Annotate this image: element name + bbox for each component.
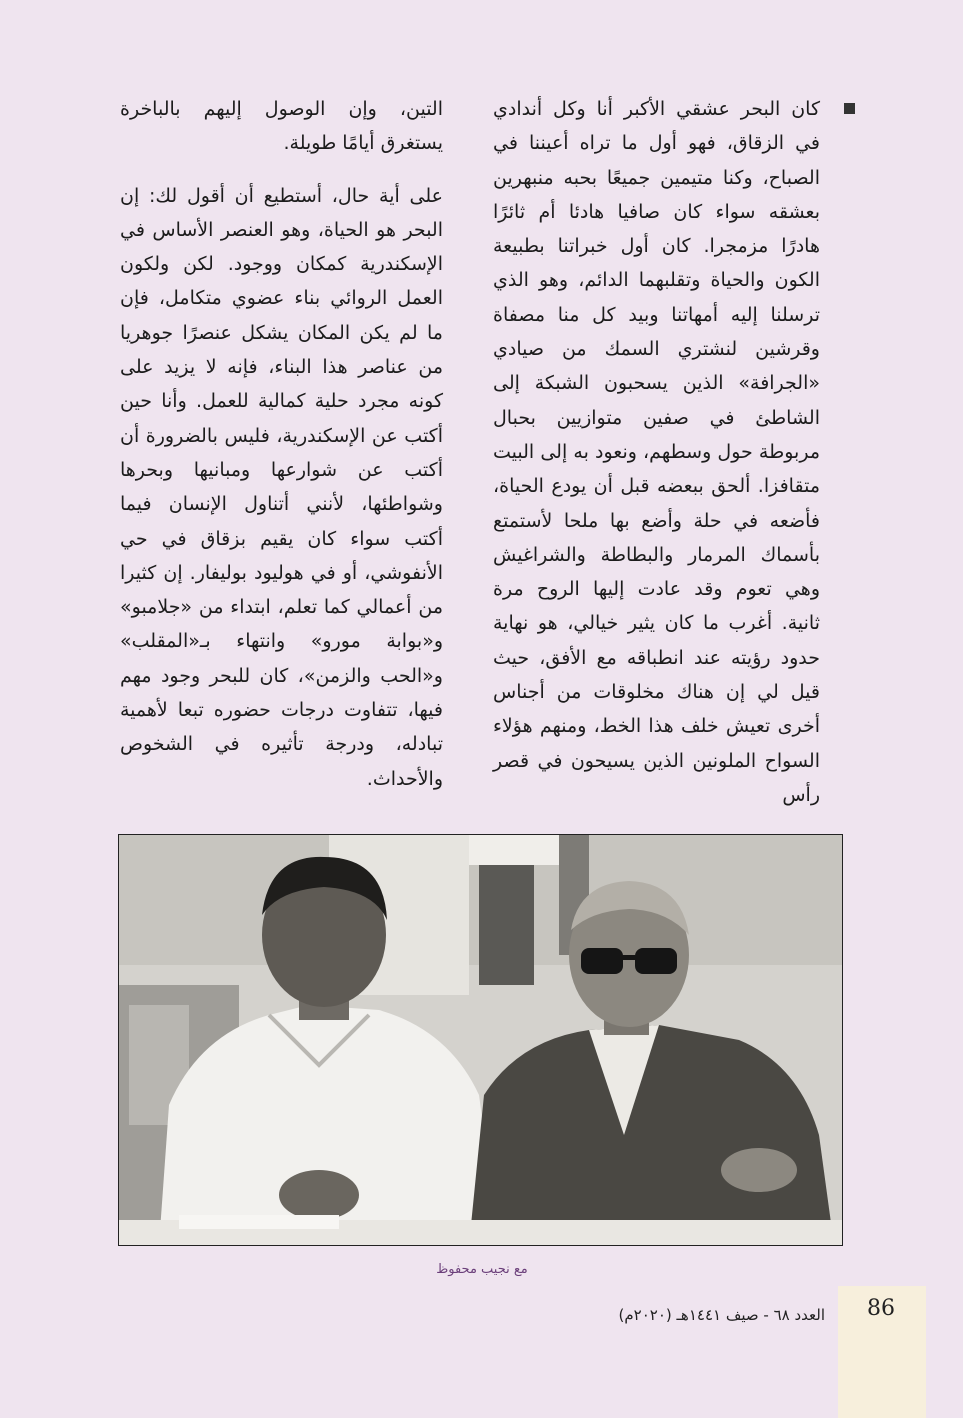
article-column-right xyxy=(493,92,820,812)
photo-caption: مع نجيب محفوظ xyxy=(436,1262,528,1277)
issue-info: العدد ٦٨ - صيف ١٤٤١هـ (٢٠٢٠م) xyxy=(618,1306,825,1324)
article-paragraph: على أية حال، أستطيع أن أقول لك: إن البحر هو الحياة، وهو العنصر الأساس في الإسكندرية كمكان ووجود. لكن ولكون العمل الروائي بناء عضوي متكامل، فإن ما لم يكن المكان يشكل عنصرًا جوهريا من عناصر هذا البناء، فإنه لا يزيد على كونه مجرد حلية كمالية للعمل. وأنا حين أكتب عن الإسكندرية، فليس بالضرورة أن أكتب عن شوارعها ومبانيها وبحرها وشواطئها، لأنني أتناول الإنسان فيما أكتب سواء كان يقيم بزقاق في حي الأنفوشي، أو في هوليود بوليفار. إن كثيرا من أعمالي كما تعلم، ابتداء من «جلامبو» و«بوابة مورو» وانتهاء بـ«المقلب» و«الحب والزمن»، كان للبحر وجود مهم فيها، تتفاوت درجات حضوره تبعا لأهمية تبادله، ودرجة تأثيره في الشخوص والأحداث. xyxy=(120,184,443,790)
article-column-left xyxy=(120,92,443,796)
page-number: 86 xyxy=(867,1296,895,1321)
article-photo xyxy=(118,834,843,1246)
article-paragraph: التين، وإن الوصول إليهم بالباخرة يستغرق أيامًا طويلة. xyxy=(120,98,443,155)
article-paragraph: كان البحر عشقي الأكبر أنا وكل أندادي في الزقاق، فهو أول ما تراه أعيننا في الصباح، وكنا متيمين جميعًا بحبه منبهرين بعشقه سواء كان صافيا هادئا أم ثائرًا هادرًا مزمجرا. كان أول خبراتنا بطبيعة الكون والحياة وتقلبهما الدائم، وهو الذي ترسلنا إليه أمهاتنا وبيد كل منا مصفاة وقرشين لنشتري السمك من صيادي «الجرافة» الذين يسحبون الشبكة إلى الشاطئ في صفين متوازيين بحبال مربوطة حول وسطهم، ونعود به إلى البيت متقافزا. ألحق ببعضه قبل أن يودع الحياة، فأضعه في حلة وأضع بها ملحا لأستمتع بأسماك المرمار والبطاطة والشراغيش وهي تعوم وقد عادت إليها الروح مرة ثانية. أغرب ما كان يثير خيالي، هو نهاية حدود رؤيته عند انطباقه مع الأفق، حيث قيل لي إن هناك مخلوقات من أجناس أخرى تعيش خلف هذا الخط، ومنهم هؤلاء السواح الملونين الذين يسيحون في قصر رأس xyxy=(493,98,820,806)
paragraph-bullet xyxy=(844,103,855,114)
